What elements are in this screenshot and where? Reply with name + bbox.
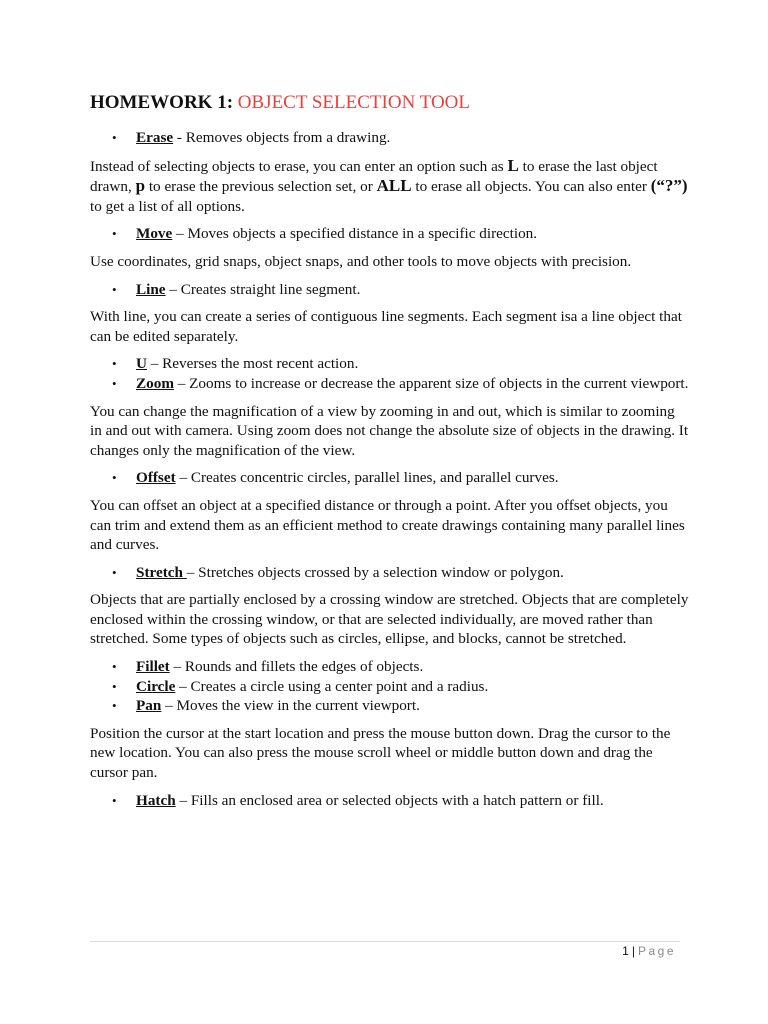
bullet-list-hatch bbox=[90, 791, 690, 811]
paragraph-erase bbox=[90, 156, 690, 217]
paragraph-pan: Position the cursor at the start location and press the mouse button down. Drag the cursor to the new location. You can also press the mouse scroll wheel or middle button down and drag the cursor pan. bbox=[90, 724, 671, 782]
desc-pan: – Moves the view in the current viewport. bbox=[161, 697, 420, 715]
desc-stretch: – Stretches objects crossed by a selection window or polygon. bbox=[186, 563, 564, 581]
keyword-l: L bbox=[507, 155, 519, 175]
keyword-all: ALL bbox=[376, 176, 412, 196]
document-body bbox=[90, 128, 690, 818]
bullet-icon: • bbox=[112, 375, 117, 391]
list-item-fillet bbox=[90, 657, 690, 677]
list-item-hatch bbox=[90, 791, 690, 811]
list-item-stretch bbox=[90, 563, 690, 583]
title-accent: OBJECT SELECTION TOOL bbox=[237, 92, 471, 113]
bullet-list-move bbox=[90, 224, 690, 244]
list-item-line bbox=[90, 280, 690, 300]
bullet-icon: • bbox=[112, 226, 117, 242]
bullet-list-stretch bbox=[90, 563, 690, 583]
paragraph-line: With line, you can create a series of contiguous line segments. Each segment isa a line object that can be edited separately. bbox=[90, 308, 682, 345]
term-stretch: Stretch bbox=[136, 563, 187, 581]
paragraph-text: to erase the previous selection set, or bbox=[145, 178, 377, 196]
list-item-u bbox=[90, 354, 690, 374]
term-offset: Offset bbox=[136, 469, 176, 487]
term-hatch: Hatch bbox=[136, 791, 176, 809]
term-pan: Pan bbox=[136, 697, 162, 715]
list-item-pan bbox=[90, 696, 690, 716]
bullet-list-u-zoom bbox=[90, 354, 690, 393]
bullet-icon: • bbox=[112, 564, 117, 580]
bullet-icon: • bbox=[112, 470, 117, 486]
desc-hatch: – Fills an enclosed area or selected objects with a hatch pattern or fill. bbox=[175, 791, 604, 809]
page-label: Page bbox=[637, 944, 676, 958]
term-fillet: Fillet bbox=[136, 658, 170, 676]
bullet-icon: • bbox=[112, 281, 117, 297]
bullet-list-fillet-circle-pan bbox=[90, 657, 690, 716]
list-item-circle bbox=[90, 677, 690, 697]
title-prefix: HOMEWORK 1: bbox=[90, 92, 234, 113]
bullet-list-line bbox=[90, 280, 690, 300]
bullet-list-erase bbox=[90, 128, 690, 148]
term-erase: Erase bbox=[136, 129, 174, 146]
bullet-list-offset bbox=[90, 468, 690, 488]
keyword-question: (“?”) bbox=[650, 176, 688, 196]
desc-u: – Reverses the most recent action. bbox=[146, 355, 359, 373]
paragraph-text: to erase all objects. You can also enter bbox=[411, 178, 651, 196]
page-number: 1 bbox=[622, 944, 629, 958]
bullet-icon: • bbox=[112, 678, 117, 694]
paragraph-zoom: You can change the magnification of a view by zooming in and out, which is similar to zooming in and out with camera. Using zoom does not change the absolute size of objects in the drawing. It changes only the magnification of the view. bbox=[90, 402, 689, 459]
term-move: Move bbox=[136, 225, 173, 243]
paragraph-text: to erase the last object drawn, bbox=[90, 157, 658, 196]
list-item-offset bbox=[90, 468, 690, 488]
desc-zoom: – Zooms to increase or decrease the apparent size of objects in the current viewport. bbox=[173, 374, 689, 392]
term-circle: Circle bbox=[136, 677, 176, 695]
paragraph-text: Instead of selecting objects to erase, you can enter an option such as bbox=[90, 157, 508, 175]
keyword-p: p bbox=[135, 176, 146, 196]
term-line: Line bbox=[136, 280, 166, 298]
desc-circle: – Creates a circle using a center point and a radius. bbox=[175, 677, 489, 695]
paragraph-move: Use coordinates, grid snaps, object snaps, and other tools to move objects with precision. bbox=[90, 252, 632, 270]
footer-divider bbox=[90, 941, 680, 942]
bullet-icon: • bbox=[112, 792, 117, 808]
footer-separator: | bbox=[631, 944, 635, 958]
bullet-icon: • bbox=[112, 356, 117, 372]
term-zoom: Zoom bbox=[136, 374, 174, 392]
page-title bbox=[90, 92, 470, 114]
paragraph-offset: You can offset an object at a specified distance or through a point. After you offset objects, you can trim and extend them as an efficient method to create drawings containing many parallel lines and curves. bbox=[90, 496, 685, 554]
desc-line: – Creates straight line segment. bbox=[165, 280, 361, 298]
paragraph-stretch: Objects that are partially enclosed by a crossing window are stretched. Objects that are completely enclosed within the crossing window, or that are selected individually, are moved rather than stretched. Some types of objects such as circles, ellipse, and blocks, cannot be stretched. bbox=[90, 591, 689, 648]
desc-offset: – Creates concentric circles, parallel lines, and parallel curves. bbox=[175, 469, 559, 487]
paragraph-text: to get a list of all options. bbox=[90, 197, 245, 215]
term-u: U bbox=[136, 355, 147, 373]
list-item-zoom bbox=[90, 374, 690, 394]
list-item-erase bbox=[90, 128, 690, 148]
desc-fillet: – Rounds and fillets the edges of objects. bbox=[169, 658, 424, 676]
desc-move: – Moves objects a specified distance in a specific direction. bbox=[172, 225, 538, 243]
desc-erase: - Removes objects from a drawing. bbox=[173, 129, 391, 146]
bullet-icon: • bbox=[112, 659, 117, 675]
list-item-move bbox=[90, 224, 690, 244]
page-footer bbox=[622, 944, 676, 958]
bullet-icon: • bbox=[112, 698, 117, 714]
bullet-icon: • bbox=[112, 130, 117, 145]
